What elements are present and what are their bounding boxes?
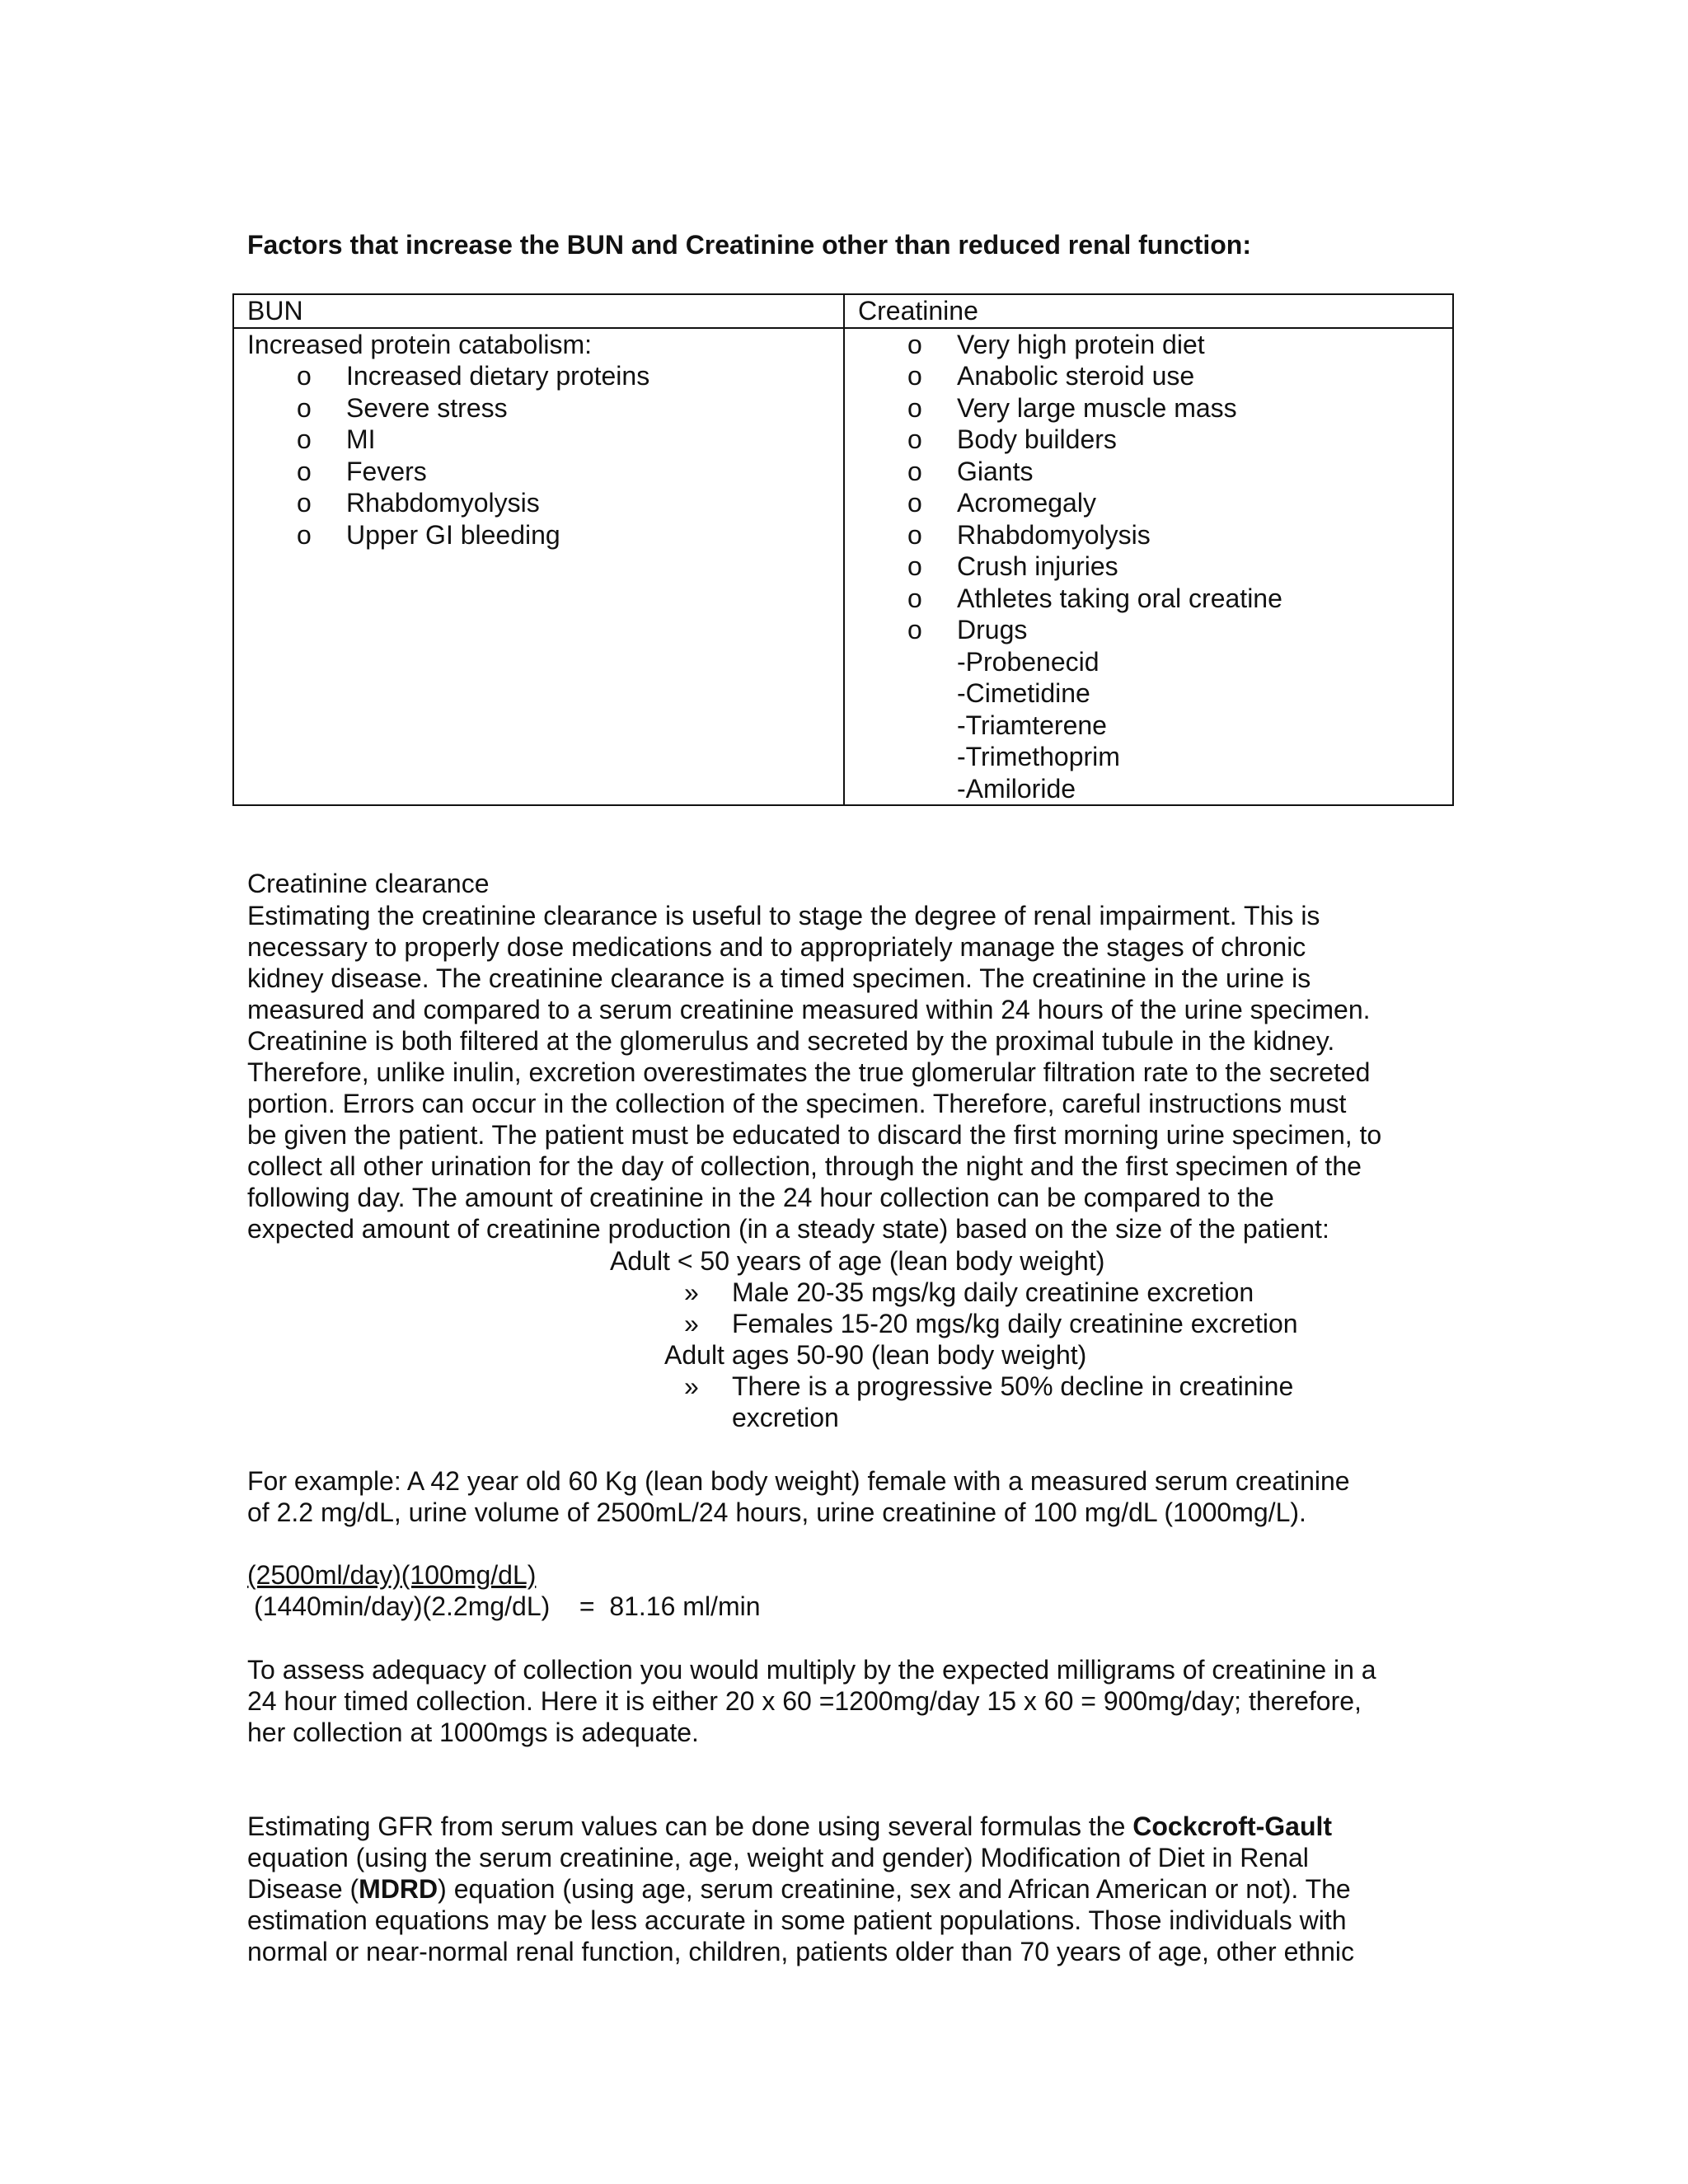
cockcroft-gault-term: Cockcroft-Gault (1132, 1811, 1333, 1841)
chevron-bullet-icon: » (684, 1371, 699, 1401)
paragraph-line: of 2.2 mg/dL, urine volume of 2500mL/24 hours, urine creatinine of 100 mg/dL (1000mg/L). (247, 1497, 1306, 1527)
list-item: o Athletes taking oral creatine (907, 583, 1282, 613)
paragraph-line: following day. The amount of creatinine in the 24 hour collection can be compared to the (247, 1183, 1274, 1212)
adequacy-paragraph (247, 1654, 1459, 1748)
creatinine-cell (844, 328, 1453, 806)
paragraph-line: portion. Errors can occur in the collection of the specimen. Therefore, careful instructions must (247, 1089, 1347, 1118)
female-rate-item: » Females 15-20 mgs/kg daily creatinine excretion (684, 1309, 1298, 1338)
list-item: o Rhabdomyolysis (297, 488, 540, 518)
list-item: o Crush injuries (907, 551, 1118, 581)
circle-bullet-icon: o (907, 615, 922, 644)
circle-bullet-icon: o (907, 551, 922, 581)
section-heading: Factors that increase the BUN and Creatinine other than reduced renal function: (247, 230, 1251, 260)
drug-item: -Cimetidine (957, 678, 1090, 708)
column-header-creatinine: Creatinine (844, 294, 1453, 328)
paragraph-line: estimation equations may be less accurate in some patient populations. Those individuals with (247, 1905, 1347, 1935)
paragraph-line: necessary to properly dose medications and to appropriately manage the stages of chronic (247, 932, 1306, 962)
list-item: o Fevers (297, 456, 427, 486)
adult-50-90: Adult ages 50-90 (lean body weight) (664, 1340, 1087, 1370)
paragraph-line: Estimating the creatinine clearance is useful to stage the degree of renal impairment. This is (247, 901, 1320, 930)
paragraph-line: Disease (MDRD) equation (using age, serum creatinine, sex and African American or not). The (247, 1874, 1351, 1904)
paragraph-line: For example: A 42 year old 60 Kg (lean body weight) female with a measured serum creatinine (247, 1466, 1350, 1496)
paragraph-line: be given the patient. The patient must be educated to discard the first morning urine specimen, to (247, 1120, 1382, 1150)
circle-bullet-icon: o (297, 392, 312, 423)
creatinine-list (858, 329, 1452, 646)
bun-cell (233, 328, 844, 806)
circle-bullet-icon: o (907, 329, 922, 359)
circle-bullet-icon: o (907, 361, 922, 391)
list-item: o Rhabdomyolysis (907, 519, 1151, 550)
circle-bullet-icon: o (907, 519, 922, 550)
male-rate-item: » Male 20-35 mgs/kg daily creatinine excretion (684, 1277, 1254, 1307)
formula-denominator: (1440min/day)(2.2mg/dL) = 81.16 ml/min (254, 1591, 761, 1621)
paragraph-line: To assess adequacy of collection you would multiply by the expected milligrams of creatinine in a (247, 1655, 1376, 1685)
circle-bullet-icon: o (297, 456, 312, 486)
list-item: o Giants (907, 456, 1034, 486)
decline-item: » There is a progressive 50% decline in creatinine (684, 1371, 1294, 1401)
list-item: o Increased dietary proteins (297, 361, 650, 391)
list-item: o Very large muscle mass (907, 392, 1237, 423)
chevron-bullet-icon: » (684, 1309, 699, 1338)
circle-bullet-icon: o (297, 361, 312, 391)
chevron-bullet-icon: » (684, 1277, 699, 1307)
drug-item: -Trimethoprim (957, 742, 1120, 771)
circle-bullet-icon: o (907, 488, 922, 518)
factors-table (232, 293, 1454, 806)
paragraph-line: Creatinine is both filtered at the glomerulus and secreted by the proximal tubule in the kidney. (247, 1026, 1335, 1056)
bun-list (247, 360, 843, 551)
list-item: o Very high protein diet (907, 329, 1205, 359)
paragraph-line: expected amount of creatinine production (in a steady state) based on the size of the patient: (247, 1214, 1329, 1244)
circle-bullet-icon: o (297, 519, 312, 550)
circle-bullet-icon: o (907, 424, 922, 454)
drug-item: -Triamterene (957, 710, 1107, 740)
formula-numerator: (2500ml/day)(100mg/dL) (247, 1560, 537, 1590)
mdrd-term: MDRD (359, 1874, 438, 1904)
example-paragraph (247, 1465, 1459, 1528)
bun-intro: Increased protein catabolism: (247, 329, 592, 359)
list-item: o Body builders (907, 424, 1117, 454)
paragraph-line: equation (using the serum creatinine, age, weight and gender) Modification of Diet in Renal (247, 1843, 1309, 1872)
column-header-bun: BUN (233, 294, 844, 328)
drug-item: -Amiloride (957, 773, 1076, 804)
clearance-title: Creatinine clearance (247, 869, 490, 898)
circle-bullet-icon: o (297, 488, 312, 518)
list-item: o MI (297, 424, 376, 454)
paragraph-line: collect all other urination for the day of collection, through the night and the first specimen of the (247, 1151, 1362, 1181)
paragraph-line: 24 hour timed collection. Here it is either 20 x 60 =1200mg/day 15 x 60 = 900mg/day; therefore, (247, 1686, 1362, 1716)
drug-list (858, 646, 1452, 805)
circle-bullet-icon: o (297, 424, 312, 454)
circle-bullet-icon: o (907, 392, 922, 423)
list-item: o Anabolic steroid use (907, 361, 1195, 391)
circle-bullet-icon: o (907, 456, 922, 486)
paragraph-line: normal or near-normal renal function, children, patients older than 70 years of age, other ethnic (247, 1937, 1354, 1966)
decline-continuation: excretion (732, 1403, 839, 1432)
table-header-row (233, 294, 1453, 328)
adult-under-50: Adult < 50 years of age (lean body weight) (610, 1246, 1105, 1276)
paragraph-line: measured and compared to a serum creatinine measured within 24 hours of the urine specimen. (247, 995, 1371, 1024)
list-item: o Acromegaly (907, 488, 1096, 518)
list-item: o Upper GI bleeding (297, 519, 560, 550)
drug-item: -Probenecid (957, 646, 1100, 677)
paragraph-line: her collection at 1000mgs is adequate. (247, 1718, 699, 1747)
paragraph-line: Estimating GFR from serum values can be done using several formulas the Cockcroft-Gault (247, 1811, 1333, 1841)
paragraph-line: Therefore, unlike inulin, excretion overestimates the true glomerular filtration rate to the secreted (247, 1057, 1371, 1087)
circle-bullet-icon: o (907, 583, 922, 613)
table-body-row (233, 328, 1453, 806)
list-item: o Severe stress (297, 392, 508, 423)
clearance-paragraph (247, 900, 1451, 1244)
clearance-formula (247, 1559, 1459, 1622)
list-item: o Drugs (907, 615, 1028, 644)
paragraph-line: kidney disease. The creatinine clearance is a timed specimen. The creatinine in the urine is (247, 963, 1311, 993)
gfr-paragraph (247, 1811, 1459, 1967)
